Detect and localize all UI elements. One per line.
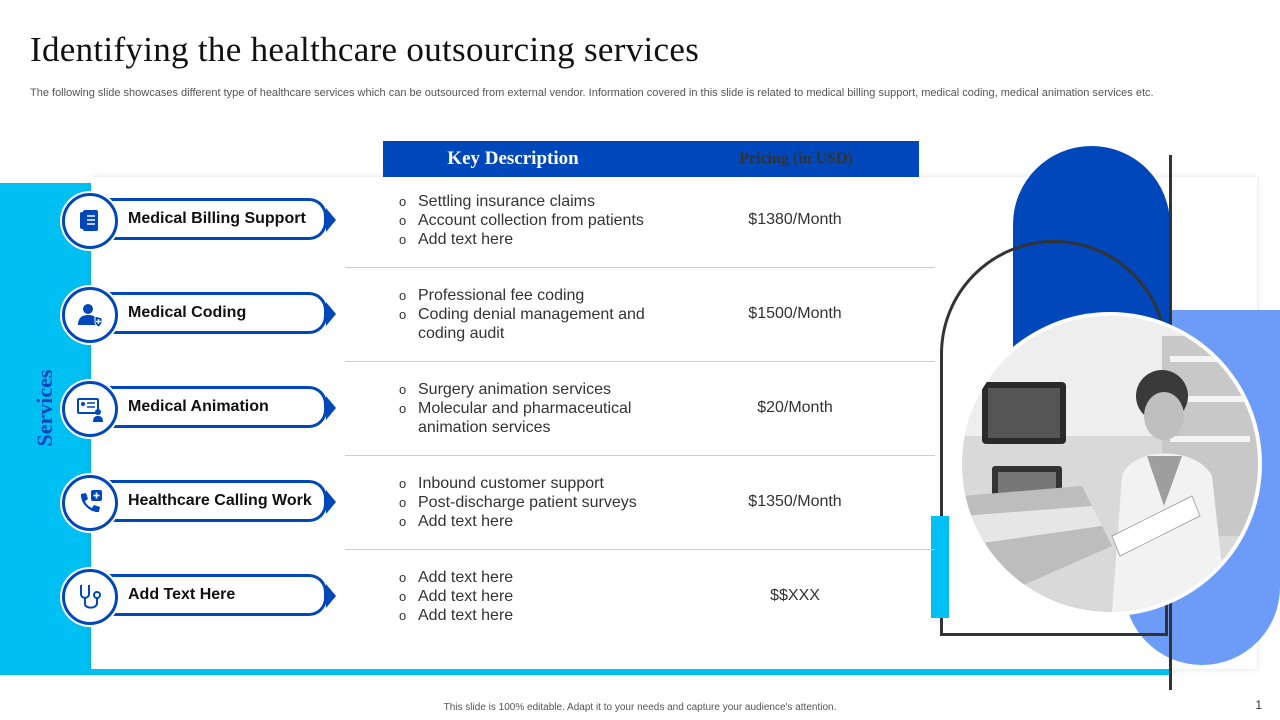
price-value: $1380/Month — [748, 211, 842, 228]
list-item: o Add text here — [399, 568, 669, 587]
description-list — [399, 192, 669, 249]
service-label: Medical Animation — [128, 398, 269, 415]
doctor-with-ultrasound-image — [962, 316, 1258, 612]
list-item: o Add text here — [399, 587, 669, 606]
list-item: o Add text here — [399, 512, 669, 531]
row-divider — [345, 267, 935, 268]
slide-footer: This slide is 100% editable. Adapt it to your needs and capture your audience's attention. — [443, 702, 837, 713]
list-item: o Add text here — [399, 230, 669, 249]
user-shield-icon — [76, 301, 104, 329]
pill-arrow — [326, 490, 336, 514]
price-value: $$XXX — [770, 587, 820, 604]
description-list — [399, 474, 669, 531]
row-divider — [345, 549, 935, 550]
description-list — [399, 380, 669, 437]
list-item: o Inbound customer support — [399, 474, 669, 493]
pill-arrow — [326, 584, 336, 608]
service-pill-healthcare-calling — [88, 480, 327, 522]
stethoscope-icon — [76, 583, 104, 611]
service-pill-add-text — [88, 574, 327, 616]
pill-arrow — [326, 302, 336, 326]
list-item: o Add text here — [399, 606, 669, 625]
description-list — [399, 568, 669, 625]
header-key-description: Key Description — [447, 148, 579, 169]
service-label: Medical Coding — [128, 304, 247, 321]
bottom-accent-band — [0, 669, 1172, 675]
list-item: o Surgery animation services — [399, 380, 669, 399]
table-header — [383, 141, 919, 177]
list-item: o Post-discharge patient surveys — [399, 493, 669, 512]
list-item: o Professional fee coding — [399, 286, 669, 305]
row-divider — [345, 361, 935, 362]
service-label: Add Text Here — [128, 586, 236, 603]
row-divider — [345, 455, 935, 456]
slide-subtitle: The following slide showcases different type of healthcare services which can be outsourced from external vendor. Information covered in this slide is related to medical billing support, medical coding, medical animation services etc. — [30, 87, 1154, 99]
service-pill-medical-billing — [88, 198, 327, 240]
service-label: Medical Billing Support — [128, 210, 306, 227]
document-icon — [76, 207, 104, 235]
price-value: $20/Month — [757, 399, 833, 416]
service-pill-medical-animation — [88, 386, 327, 428]
services-vertical-label: Services — [32, 369, 57, 447]
service-label: Healthcare Calling Work — [128, 492, 312, 509]
service-icon-circle — [62, 569, 118, 625]
pill-arrow — [326, 208, 336, 232]
list-item: o Settling insurance claims — [399, 192, 669, 211]
doctor-photo — [962, 316, 1258, 612]
service-icon-circle — [62, 475, 118, 531]
list-item: o Account collection from patients — [399, 211, 669, 230]
price-value: $1350/Month — [748, 493, 842, 510]
service-icon-circle — [62, 193, 118, 249]
page-number: 1 — [1255, 698, 1262, 712]
list-item: o Coding denial management and coding audit — [399, 305, 669, 343]
service-icon-circle — [62, 381, 118, 437]
header-pricing: Pricing (in USD) — [739, 150, 853, 167]
list-item: o Molecular and pharmaceutical animation services — [399, 399, 669, 437]
slide-title: Identifying the healthcare outsourcing services — [30, 30, 700, 69]
service-icon-circle — [62, 287, 118, 343]
phone-medical-icon — [76, 489, 104, 517]
cyan-bar-decoration — [931, 516, 949, 618]
service-pill-medical-coding — [88, 292, 327, 334]
price-value: $1500/Month — [748, 305, 842, 322]
pill-arrow — [326, 396, 336, 420]
presentation-icon — [76, 395, 104, 423]
description-list — [399, 286, 669, 343]
